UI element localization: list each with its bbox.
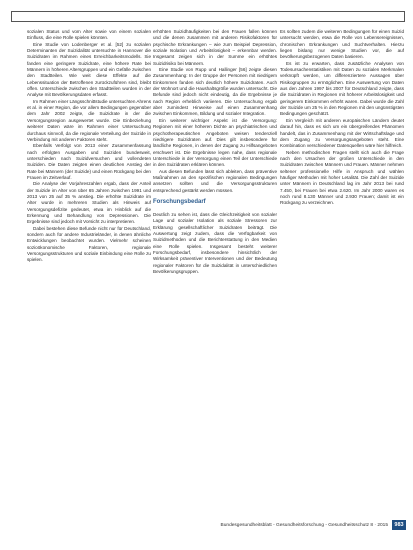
text-column-middle: [153, 29, 277, 531]
paragraph: Es sollten zudem die weiteren Bedingungen für einen Suizid untersucht werden, etwa die Rolle von Lebensereignissen, chronischen Erkrankungen und Suchtverhalten. Hierzu liegen bislang nur wenige Studien vor, die auf bevölkerungsbezogenen Daten basieren.: [280, 29, 404, 60]
page-header-bar: [11, 11, 405, 22]
paragraph: Ein Vergleich mit anderen europäischen Ländern deutet darauf hin, dass es sich um ein übergreifendes Phänomen handelt, das in Zusammenhang mit der Wirtschaftslage und dem Zugang zu Versorgungsangeboten steht. Eine Kombination verschiedener Datenquellen wäre hier hilfreich.: [280, 117, 404, 149]
paragraph: Im Rahmen einer Längsschnittstudie untersuchten Ahrens et al. in einer Region, die vor allem Bedingungen gegenüber dem Jahr 2002 zeigte, die Suizidrate in der die Versorgungsregion ausgewertet wurde. Die Einbeziehung weiterer Daten wäre im Rahmen einer Untersuchung durchaus sinnvoll, da die regionale Verteilung der Suizide in Verbindung mit anderen Faktoren steht.: [27, 98, 151, 142]
paragraph: Deutlich zu sehen ist, dass die Gleichzeitigkeit von sozialer Lage und sozialer Isolation als soziale Stressoren zur Erklärung gesellschaftlicher Suizidraten beiträgt. Die Auswertung zeigt zudem, dass die Verfügbarkeit von Suizidmethoden und die Berichterstattung in den Medien eine Rolle spielen. Insgesamt besteht weiterer Forschungsbedarf, insbesondere hinsichtlich der Wirksamkeit präventiver Interventionen und der Bedeutung regionaler Faktoren für die Suizidalität in unterschiedlichen Bevölkerungsgruppen.: [153, 211, 277, 275]
paragraph: sozialen Status und vom Alter sowie von einem sozialen Einfluss, die eine Rolle spielen könnten.: [27, 29, 151, 41]
paragraph: Aus diesen Befunden lässt sich ableiten, dass präventive Maßnahmen an den spezifischen regionalen Bedingungen ansetzen sollten und die Versorgungsstrukturen entsprechend gestärkt werden müssen.: [153, 168, 277, 193]
paragraph: Es ist zu erwarten, dass zusätzliche Analysen von Todesursachenstatistiken mit Daten zu sozialen Merkmalen verknüpft werden, um differenziertere Aussagen über Risikogruppen zu ermöglichen. Eine Auswertung von Daten aus den Jahren 1997 bis 2007 für Deutschland zeigte, dass die Suizidraten in Regionen mit höherer Arbeitslosigkeit und geringerem Einkommen erhöht waren. Dabei wurde die Zahl der Suizide um 25 % in den Regionen mit den ungünstigsten Bedingungen geschätzt.: [280, 60, 404, 117]
text-column-right: [280, 29, 404, 531]
paragraph: Ein weiterer wichtiger Aspekt ist die Versorgung: Regionen mit einer höheren Dichte an psychiatrischen und psychotherapeutischen Angeboten weisen tendenziell niedrigere Suizidraten auf. Dies gilt insbesondere für ländliche Regionen, in denen der Zugang zu Hilfsangeboten erschwert ist. Die Ergebnisse legen nahe, dass regionale Unterschiede in der Versorgung einen Teil der Unterschiede in den Suizidraten erklären können.: [153, 117, 277, 168]
page-number: 983: [392, 520, 406, 530]
paragraph: Die Analyse der Vorjahreszahlen ergab, dass der Anteil der Suizide im Alter von über 65 Jahren zwischen 1991 und 2013 von 25 auf 35 % anstieg. Die erhöhte Suizidrate im Alter wurde in mehreren Studien als Hinweis auf Versorgungsdefizite gedeutet, etwa im Hinblick auf die Erkennung und Behandlung von Depressionen. Die Ergebnisse sind jedoch mit Vorsicht zu interpretieren.: [27, 181, 151, 225]
paragraph: Neben methodischen Fragen stellt sich auch die Frage nach den Ursachen der großen Unterschiede in den Suizidraten zwischen Männern und Frauen. Männer nehmen seltener professionelle Hilfe in Anspruch und wählen häufiger Methoden mit hoher Letalität. Die Zahl der Suizide unter Männern in Deutschland lag im Jahr 2013 bei rund 7.450, bei Frauen bei etwa 2.620. Im Jahr 2000 waren es noch rund 8.130 Männer und 2.930 Frauen; damit ist ein Rückgang zu verzeichnen.: [280, 149, 404, 206]
paragraph: Eine Studie von Lodenberger et al. [52] zu sozialen Determinanten der Suizidalität untersuchte in Hannover die Suizidraten im Rahmen eines Erreichbarkeitsmodells. Sie fanden eine geringere Suizidrate, eine höhere Rate bei Männern in höheren Altersgruppen und ein Gefälle zwischen den Stadtteilen. Wie weit diese Effekte auf die Lebenssituation der Betroffenen zurückzuführen sind, bleibt offen. Unterschiede zwischen den Stadtteilen wurden in der Analyse mit Bevölkerungsdaten erfasst.: [27, 41, 151, 98]
text-column-left: [27, 29, 151, 531]
paragraph: erhöhten Suizidhäufigkeiten bei den Frauen fallen können und die denen zusammen mit anderen Risikofaktoren für psychische Erkrankungen – wie zum Beispiel Depression, soziale Isolation und Arbeitslosigkeit – erkennbar werden. Insgesamt zeigen sich in der Summe ein erhöhtes Suizidrisiko bei Männern.: [153, 29, 277, 66]
journal-footer: Bundesgesundheitsblatt - Gesundheitsforschung - Gesundheitsschutz 8 · 2015: [220, 523, 388, 528]
paragraph: Dabei bestehen diese Befunde nicht nur für Deutschland, sondern auch für andere Industrieländer, in denen ähnliche Entwicklungen beobachtet wurden. Vielmehr scheinen sozioökonomische Faktoren, regionale Versorgungsstrukturen und soziale Einbindung eine Rolle zu spielen.: [27, 225, 151, 263]
paragraph: Eine Studie von Rupp und Hallinger [56] zeigte diesen Zusammenhang: In der Gruppe der Personen mit niedrigem Einkommen fanden sich deutlich höhere Suizidraten. Auch der Wohnort und die Haushaltsgröße wurden untersucht. Die Befunde sind jedoch nicht eindeutig, da die Ergebnisse je nach Region erheblich variieren. Die Untersuchung ergab aber zumindest Hinweise auf einen Zusammenhang zwischen Einkommen, Bildung und sozialer Integration.: [153, 67, 277, 117]
section-heading-forschungsbedarf: Forschungsbedarf: [153, 198, 206, 205]
paragraph: Ebenfalls Verfolgt von 2013 einer Zusammenfassung nach erfolgten Ausgaben und Suiziden bundesweit, unterschieden nach Suizidversuchen und vollendeten Suiziden. Die Daten zeigten einen deutlichen Anstieg der Rate bei Männern (der Suizide) und einen Rückgang bei den Frauen im Zeitverlauf.: [27, 143, 151, 180]
